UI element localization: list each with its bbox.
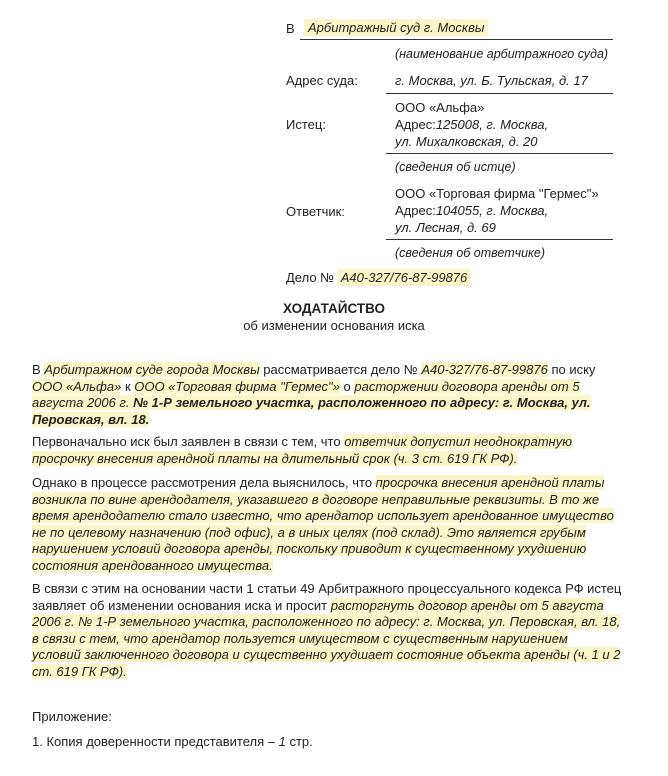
defendant-address-street: ул. Лесная, д. 69	[395, 220, 496, 235]
plaintiff-address-street: ул. Михалковская, д. 20	[395, 134, 538, 149]
court-prefix: В	[286, 21, 295, 36]
court-line	[300, 39, 613, 40]
plaintiff-hint: (сведения об истце)	[395, 160, 516, 174]
address-line	[386, 93, 613, 94]
case-number: А40-327/76-87-99876	[338, 269, 471, 286]
defendant-label: Ответчик:	[286, 204, 345, 219]
case-line	[286, 270, 470, 285]
defendant-hint: (сведения об ответчике)	[395, 246, 546, 260]
attachment-item: 1. Копия доверенности представителя – 1 стр.	[32, 734, 313, 749]
address-label: Адрес суда:	[286, 73, 358, 88]
paragraph-2: Первоначально иск был заявлен в связи с тем, что ответчик допустил неоднократную просрочку внесения арендной платы на длительный срок (ч. 3 ст. 619 ГК РФ).	[32, 434, 572, 466]
paragraph-1: В Арбитражном суде города Москвы рассматривается дело № А40-327/76-87-99876 по иску ООО «Альфа» к ООО «Торговая фирма "Гермес"» о расторжении договора аренды от 5 августа 2006 г. № 1-Р земельного участка, расположенного по адресу: г. Москва, ул. Перовская, вл. 18.	[32, 362, 596, 427]
case-label: Дело №	[286, 270, 335, 285]
address-value: г. Москва, ул. Б. Тульская, д. 17	[395, 73, 588, 88]
document-subtitle: об изменении основания иска	[243, 318, 425, 333]
paragraph-3: Однако в процессе рассмотрения дела выяснилось, что просрочка внесения арендной платы возникла по вине арендодателя, указавшего в договоре неправильные реквизиты. В то же время арендодателю стало известно, что арендатор использует арендованное имущество не по целевому назначению (под офис), а в иных целях (под склад). Это является грубым нарушением условий договора аренды, поскольку приводит к существенному ухудшению состояния арендованного имущества.	[32, 475, 614, 573]
plaintiff-line	[386, 153, 613, 154]
defendant-line	[386, 239, 613, 240]
document-title: ХОДАТАЙСТВО	[282, 301, 386, 316]
defendant-name: ООО «Торговая фирма "Гермес"»	[395, 186, 599, 201]
court-name: Арбитражный суд г. Москвы	[304, 19, 488, 36]
plaintiff-address: Адрес:125008, г. Москва,	[395, 117, 549, 132]
paragraph-4: В связи с этим на основании части 1 статьи 49 Арбитражного процессуального кодекса РФ истец заявляет об изменении основания иска и просит расторгнуть договор аренды от 5 августа 2006 г. № 1-Р земельного участка, расположенного по адресу: г. Москва, ул. Перовская, вл. 18, в связи с тем, что арендатор пользуется имуществом с существенным нарушением условий заключенного договора и существенно ухудшает состояние объекта аренды (ч. 1 и 2 ст. 619 ГК РФ).	[32, 581, 622, 679]
attachment-label: Приложение:	[32, 709, 112, 724]
court-hint: (наименование арбитражного суда)	[395, 47, 609, 61]
defendant-address: Адрес:104055, г. Москва,	[395, 203, 549, 218]
plaintiff-label: Истец:	[286, 117, 326, 132]
plaintiff-name: ООО «Альфа»	[395, 100, 485, 115]
